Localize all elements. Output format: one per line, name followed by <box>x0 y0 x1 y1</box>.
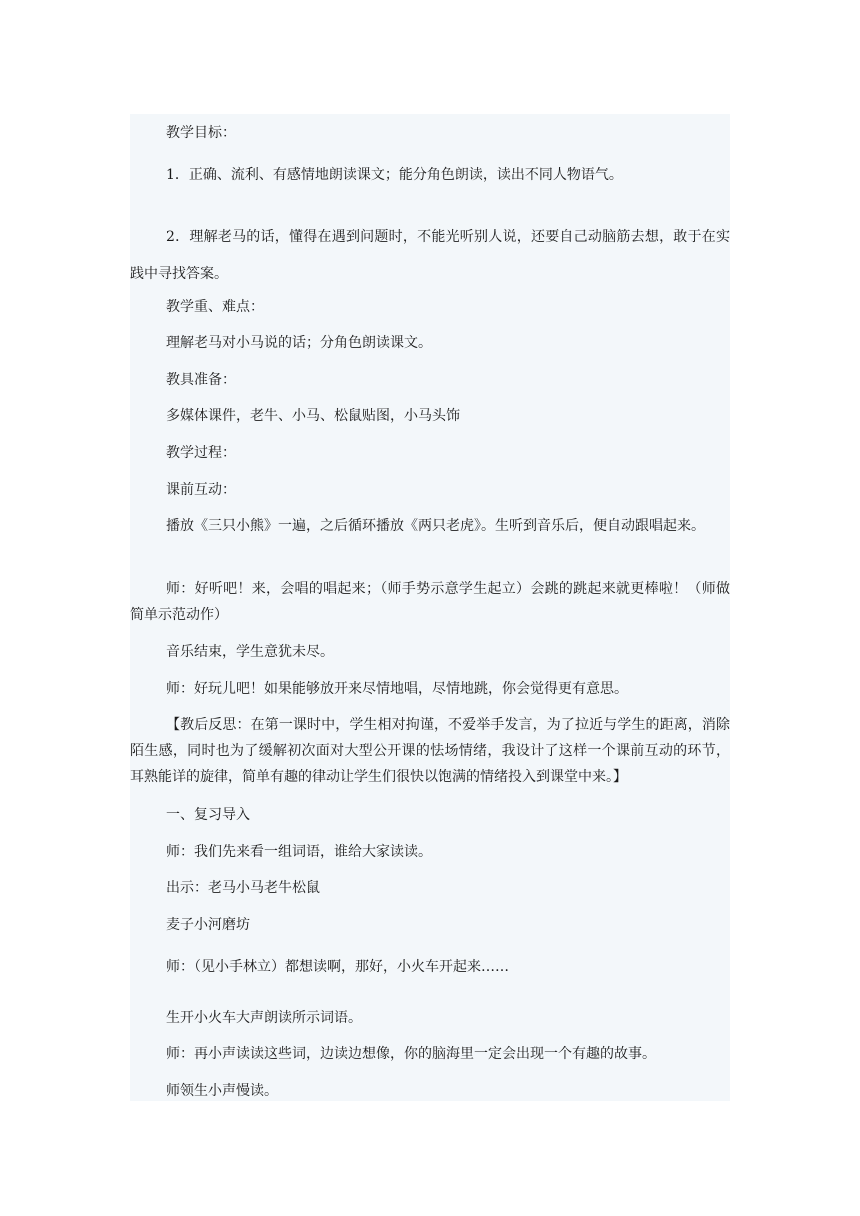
teacher-line-4: 师：（见小手林立）都想读啊，那好，小火车开起来…… <box>166 959 509 975</box>
show-words-line: 出示：老马小马老牛松鼠 <box>166 880 320 896</box>
document-page <box>130 114 730 1101</box>
heading-materials: 教具准备： <box>166 372 236 388</box>
materials-text: 多媒体课件，老牛、小马、松鼠贴图，小马头饰 <box>166 408 460 424</box>
teacher-lead-line: 师领生小声慢读。 <box>166 1083 278 1099</box>
teacher-line-3: 师：我们先来看一组词语，谁给大家读读。 <box>166 844 432 860</box>
heading-key-points: 教学重、难点： <box>166 299 264 315</box>
section-review: 一、复习导入 <box>166 807 250 823</box>
goal-1: 1．正确、流利、有感情地朗读课文；能分角色朗读，读出不同人物语气。 <box>166 167 623 183</box>
students-read-line: 生开小火车大声朗读所示词语。 <box>166 1010 362 1026</box>
teacher-line-2: 师：好玩儿吧！如果能够放开来尽情地唱，尽情地跳，你会觉得更有意思。 <box>166 681 628 697</box>
reflection-paragraph: 【教后反思：在第一课时中，学生相对拘谨，不爱举手发言，为了拉近与学生的距离，消除陌生感，同时也为了缓解初次面对大型公开课的怯场情绪，我设计了这样一个课前互动的环节，耳熟能详的旋律，简单有趣的律动让学生们很快以饱满的情绪投入到课堂中来。】 <box>130 717 730 785</box>
goal-2: 2．理解老马的话，懂得在遇到问题时，不能光听别人说，还要自己动脑筋去想，敢于在实践中寻找答案。 <box>130 229 730 282</box>
pre-class-paragraph: 播放《三只小熊》一遍，之后循环播放《两只老虎》。生听到音乐后，便自动跟唱起来。 <box>166 518 705 534</box>
teacher-line-5: 师：再小声读读这些词，边读边想像，你的脑海里一定会出现一个有趣的故事。 <box>166 1046 656 1062</box>
heading-pre-class: 课前互动： <box>166 482 236 498</box>
heading-teaching-goals: 教学目标： <box>166 125 236 141</box>
words-line-2: 麦子小河磨坊 <box>166 917 250 933</box>
teacher-line-1: 师：好听吧！来，会唱的唱起来；（师手势示意学生起立）会跳的跳起来就更棒啦！（师做简单示范动作） <box>130 581 730 623</box>
heading-process: 教学过程： <box>166 445 236 461</box>
music-end-line: 音乐结束，学生意犹未尽。 <box>166 644 334 660</box>
key-points-text: 理解老马对小马说的话；分角色朗读课文。 <box>166 335 432 351</box>
